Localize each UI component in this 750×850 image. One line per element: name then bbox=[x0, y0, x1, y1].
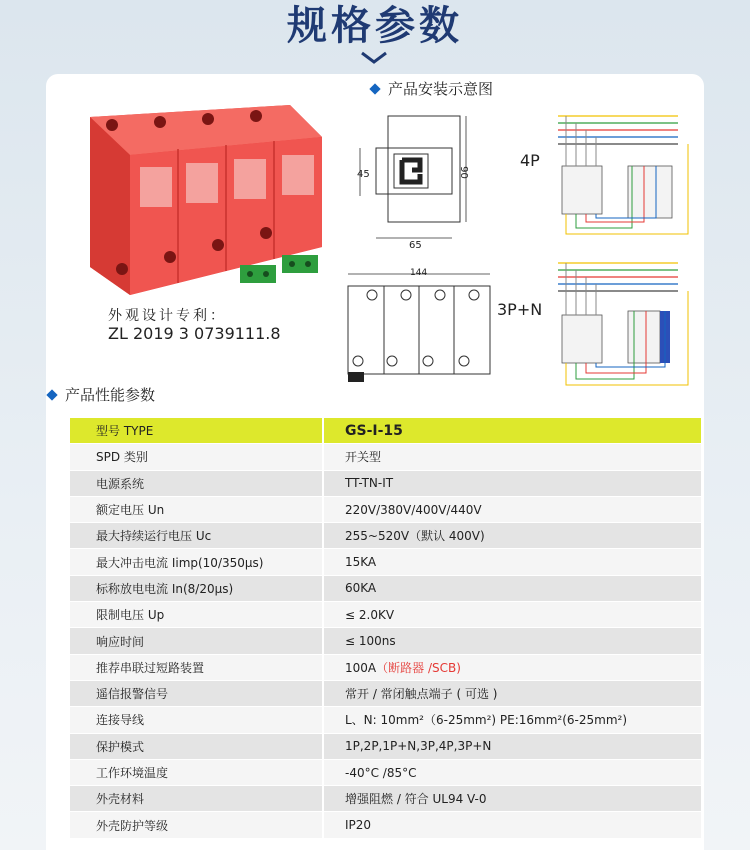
spec-value bbox=[323, 549, 701, 575]
spec-key: 外壳材料 bbox=[70, 786, 323, 812]
table-row bbox=[70, 470, 701, 496]
spec-value bbox=[323, 575, 701, 601]
spec-value-text: ≤ 100ns bbox=[345, 634, 396, 649]
spec-value-text: ≤ 2.0KV bbox=[345, 607, 395, 622]
label-4p: 4P bbox=[520, 151, 540, 170]
table-row bbox=[70, 444, 701, 470]
spec-value bbox=[323, 759, 701, 785]
dim-45: 45 bbox=[357, 169, 370, 180]
spec-value-text: 255~520V（默认 400V) bbox=[345, 529, 485, 544]
spec-key: 工作环境温度 bbox=[70, 759, 323, 785]
table-row bbox=[70, 654, 701, 680]
spec-value-note: （断路器 /SCB) bbox=[376, 660, 461, 675]
spec-value-text: 1P,2P,1P+N,3P,4P,3P+N bbox=[345, 739, 492, 754]
table-row bbox=[70, 786, 701, 812]
spec-value-text: 220V/380V/400V/440V bbox=[345, 502, 482, 517]
table-row bbox=[70, 812, 701, 838]
dim-90: 90 bbox=[457, 166, 469, 179]
performance-heading-label: 产品性能参数 bbox=[65, 386, 156, 404]
spec-value bbox=[323, 680, 701, 706]
install-heading bbox=[371, 78, 493, 99]
spec-value-text: 15KA bbox=[345, 555, 377, 570]
spec-key: 额定电压 Un bbox=[70, 496, 323, 522]
spec-value bbox=[323, 733, 701, 759]
spec-key: 最大冲击电流 Iimp(10/350μs) bbox=[70, 549, 323, 575]
spec-value-text: 开关型 bbox=[345, 450, 382, 465]
spec-value-text: 100A bbox=[345, 660, 377, 675]
wiring-diagram-4p bbox=[548, 108, 698, 243]
table-row bbox=[70, 575, 701, 601]
patent-info bbox=[108, 307, 328, 343]
spec-value bbox=[323, 444, 701, 470]
spec-key: 外壳防护等级 bbox=[70, 812, 323, 838]
page-title: 规格参数 bbox=[287, 3, 463, 49]
spec-key: 连接导线 bbox=[70, 707, 323, 733]
spec-value-text: TT-TN-IT bbox=[345, 476, 394, 491]
wiring-diagram-3p-n bbox=[548, 257, 698, 392]
dim-144: 144 bbox=[410, 268, 428, 278]
table-row bbox=[70, 628, 701, 654]
spec-key: 电源系统 bbox=[70, 470, 323, 496]
table-row bbox=[70, 602, 701, 628]
spec-key: SPD 类别 bbox=[70, 444, 323, 470]
spec-value bbox=[323, 602, 701, 628]
spec-key: 保护模式 bbox=[70, 733, 323, 759]
spec-value bbox=[323, 523, 701, 549]
front-view-drawing bbox=[344, 268, 494, 384]
spec-table bbox=[70, 418, 701, 839]
table-row bbox=[70, 733, 701, 759]
spec-value-text: IP20 bbox=[345, 818, 372, 833]
diamond-bullet-icon bbox=[46, 389, 57, 400]
diamond-bullet-icon bbox=[369, 83, 380, 94]
patent-label: 外观设计专利： bbox=[108, 308, 227, 324]
spec-value bbox=[323, 812, 701, 838]
spec-key: 响应时间 bbox=[70, 628, 323, 654]
dim-65: 65 bbox=[409, 240, 422, 251]
table-header-value: GS-I-15 bbox=[323, 418, 701, 444]
table-row bbox=[70, 496, 701, 522]
product-image bbox=[60, 97, 330, 297]
table-row bbox=[70, 549, 701, 575]
table-row bbox=[70, 707, 701, 733]
spec-value-text: 常开 / 常闭触点端子 ( 可选 ) bbox=[345, 687, 498, 702]
table-header-key: 型号 TYPE bbox=[70, 418, 323, 444]
spec-value bbox=[323, 470, 701, 496]
label-3p-n: 3P+N bbox=[497, 300, 543, 319]
spec-key: 限制电压 Up bbox=[70, 602, 323, 628]
spec-key: 标称放电电流 In(8/20μs) bbox=[70, 575, 323, 601]
spec-value bbox=[323, 654, 701, 680]
spec-value-text: 60KA bbox=[345, 581, 377, 596]
table-row bbox=[70, 680, 701, 706]
spec-value-text: L、N: 10mm²（6-25mm²) PE:16mm²(6-25mm²) bbox=[345, 713, 628, 728]
install-heading-label: 产品安装示意图 bbox=[388, 80, 494, 98]
spec-value-text: 增强阻燃 / 符合 UL94 V-0 bbox=[345, 792, 487, 807]
table-row bbox=[70, 759, 701, 785]
spec-value bbox=[323, 786, 701, 812]
spec-value-text: -40°C /85°C bbox=[345, 765, 417, 780]
spec-key: 最大持续运行电压 Uc bbox=[70, 523, 323, 549]
spec-value bbox=[323, 628, 701, 654]
chevron-down-icon bbox=[359, 50, 389, 66]
spec-key: 推荐串联过短路装置 bbox=[70, 654, 323, 680]
patent-number: ZL 2019 3 0739111.8 bbox=[108, 324, 281, 343]
spec-value bbox=[323, 496, 701, 522]
performance-heading bbox=[48, 384, 155, 405]
table-header-row bbox=[70, 418, 701, 444]
table-row bbox=[70, 523, 701, 549]
spec-value bbox=[323, 707, 701, 733]
spec-key: 遥信报警信号 bbox=[70, 680, 323, 706]
